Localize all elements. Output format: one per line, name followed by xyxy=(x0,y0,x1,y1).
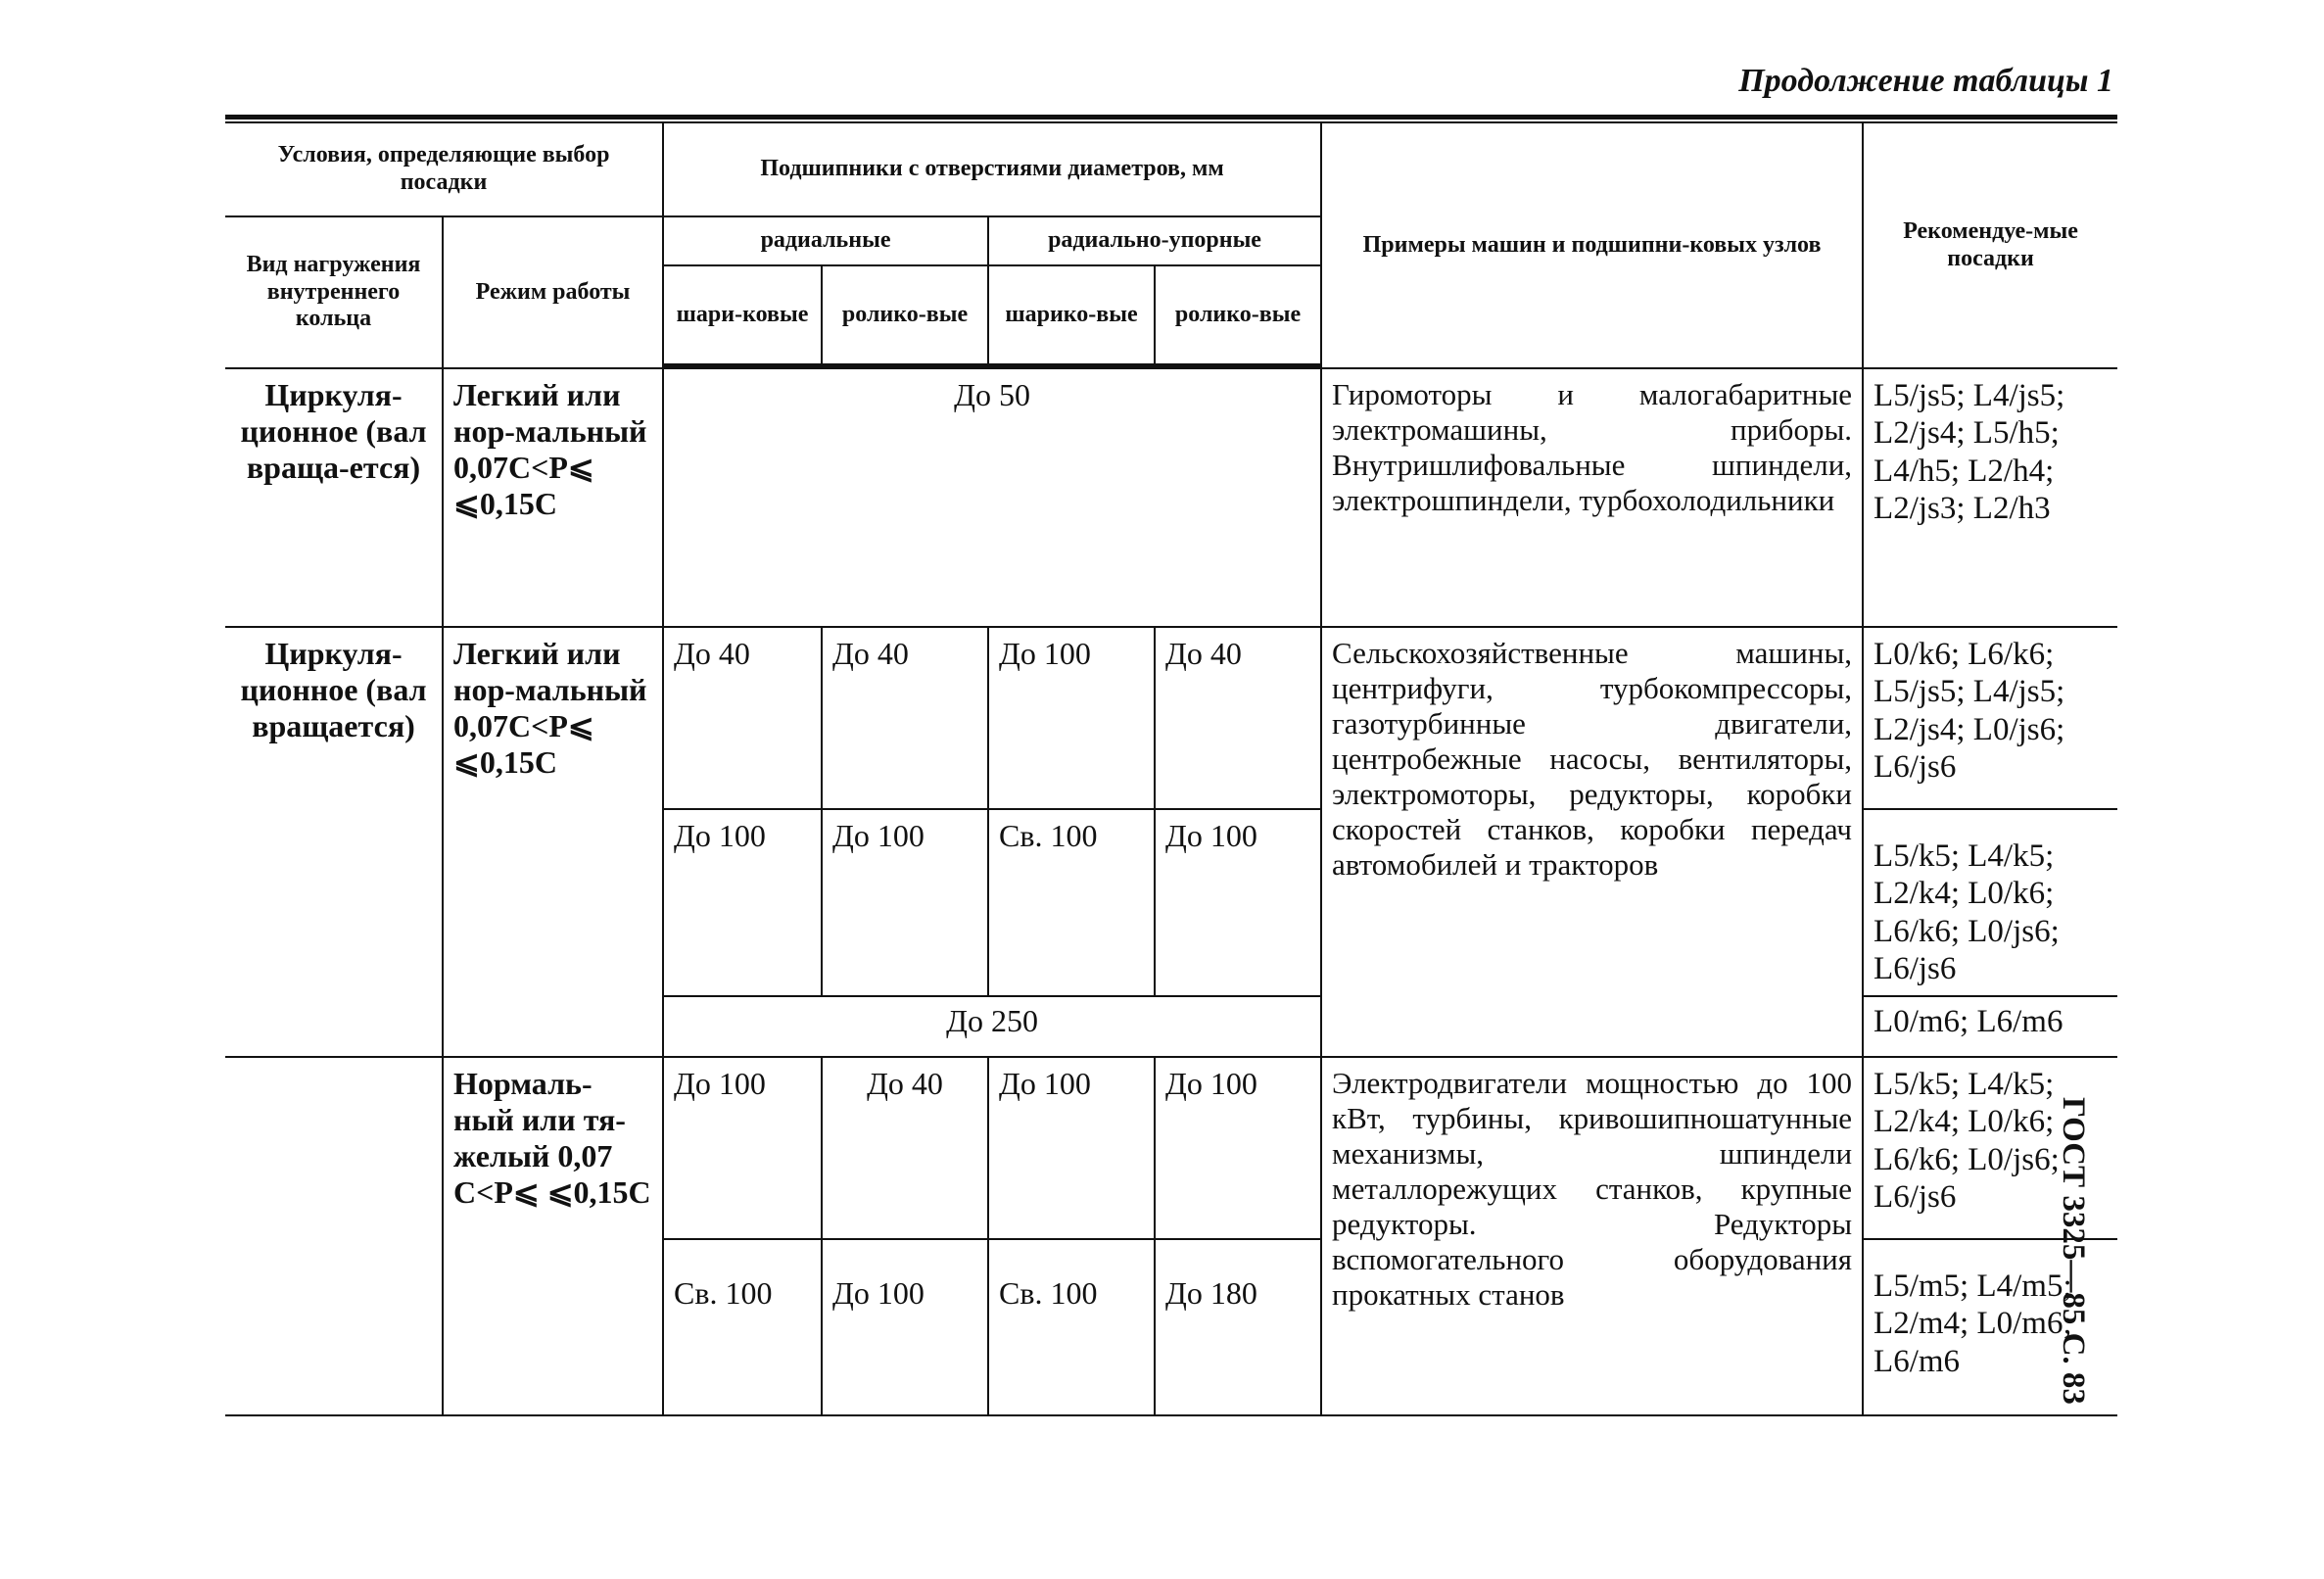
examples-cell: Электродвигатели мощностью до 100 кВт, турбины, кривошипношатунные механизмы, шпиндели металлорежущих станков, крупные редукторы. Редукторы вспомогательного оборудования прокатных станов xyxy=(1321,1057,1863,1415)
table-row xyxy=(225,627,2117,809)
diameter-cell: До 100 xyxy=(1155,1057,1321,1239)
fits-cell: L0/m6; L6/m6 xyxy=(1863,996,2117,1057)
table-row xyxy=(225,368,2117,627)
diameter-cell: До 40 xyxy=(663,627,822,809)
examples-cell: Гиромоторы и малогабаритные электромашины, приборы. Внутришлифовальные шпиндели, электрошпиндели, турбохолодильники xyxy=(1321,368,1863,627)
diameter-cell: До 40 xyxy=(822,1057,988,1239)
diameter-cell: До 100 xyxy=(663,809,822,996)
fits-cell: L5/js5; L4/js5; L2/js4; L5/h5; L4/h5; L2/h4; L2/js3; L2/h3 xyxy=(1863,368,2117,627)
header-roller-thrust: ролико-вые xyxy=(1155,265,1321,365)
diameter-cell: До 100 xyxy=(822,809,988,996)
diameter-cell: Св. 100 xyxy=(988,809,1155,996)
diameter-cell: До 100 xyxy=(1155,809,1321,996)
diameter-cell: До 40 xyxy=(822,627,988,809)
header-roller-radial: ролико-вые xyxy=(822,265,988,365)
header-load-type: Вид нагружения внутреннего кольца xyxy=(225,216,443,368)
table-row xyxy=(225,1057,2117,1239)
header-radial: радиальные xyxy=(663,216,988,265)
header-radial-thrust: радиально-упорные xyxy=(988,216,1321,265)
work-mode-cell: Легкий или нор-мальный 0,07C<P⩽ ⩽0,15C xyxy=(443,368,663,627)
diameter-cell: До 100 xyxy=(822,1239,988,1415)
header-ball-radial: шари-ковые xyxy=(663,265,822,365)
diameter-cell: До 100 xyxy=(988,1057,1155,1239)
fits-cell: L0/k6; L6/k6; L5/js5; L4/js5; L2/js4; L0/js6; L6/js6 xyxy=(1863,627,2117,809)
standard-page-label: ГОСТ 3325—85 С. 83 xyxy=(2056,1097,2091,1405)
fits-cell: L5/k5; L4/k5; L2/k4; L0/k6; L6/k6; L0/js6; L6/js6 xyxy=(1863,1057,2117,1239)
load-type-cell: Циркуля-ционное (вал вращается) xyxy=(225,627,443,1057)
diameter-cell: До 180 xyxy=(1155,1239,1321,1415)
header-fits: Рекомендуе-мые посадки xyxy=(1863,122,2117,368)
fits-cell: L5/m5; L4/m5; L2/m4; L0/m6; L6/m6 xyxy=(1863,1239,2117,1415)
diameter-all-cell: До 250 xyxy=(663,996,1321,1057)
work-mode-cell: Легкий или нор-мальный 0,07C<P⩽ ⩽0,15C xyxy=(443,627,663,1057)
diameter-cell: Св. 100 xyxy=(988,1239,1155,1415)
fits-table xyxy=(225,121,2117,1416)
table-caption: Продолжение таблицы 1 xyxy=(1738,63,2113,99)
diameter-all-cell: До 50 xyxy=(663,368,1321,627)
header-bearings: Подшипники с отверстиями диаметров, мм xyxy=(663,122,1321,216)
header-ball-thrust: шарико-вые xyxy=(988,265,1155,365)
load-type-cell xyxy=(225,1057,443,1415)
load-type-cell: Циркуля-ционное (вал враща-ется) xyxy=(225,368,443,627)
header-work-mode: Режим работы xyxy=(443,216,663,368)
fits-cell: L5/k5; L4/k5; L2/k4; L0/k6; L6/k6; L0/js6; L6/js6 xyxy=(1863,809,2117,996)
diameter-cell: До 40 xyxy=(1155,627,1321,809)
header-conditions: Условия, определяющие выбор посадки xyxy=(225,122,663,216)
examples-cell: Сельскохозяйственные машины, центрифуги, турбокомпрессоры, газотурбинные двигатели, центробежные насосы, вентиляторы, электромоторы, редукторы, коробки скоростей станков, коробки передач автомобилей и тракторов xyxy=(1321,627,1863,1057)
top-rule xyxy=(225,115,2117,120)
diameter-cell: До 100 xyxy=(663,1057,822,1239)
diameter-cell: Св. 100 xyxy=(663,1239,822,1415)
diameter-cell: До 100 xyxy=(988,627,1155,809)
work-mode-cell: Нормаль-ный или тя-желый 0,07 C<P⩽ ⩽0,15C xyxy=(443,1057,663,1415)
header-examples: Примеры машин и подшипни-ковых узлов xyxy=(1321,122,1863,368)
